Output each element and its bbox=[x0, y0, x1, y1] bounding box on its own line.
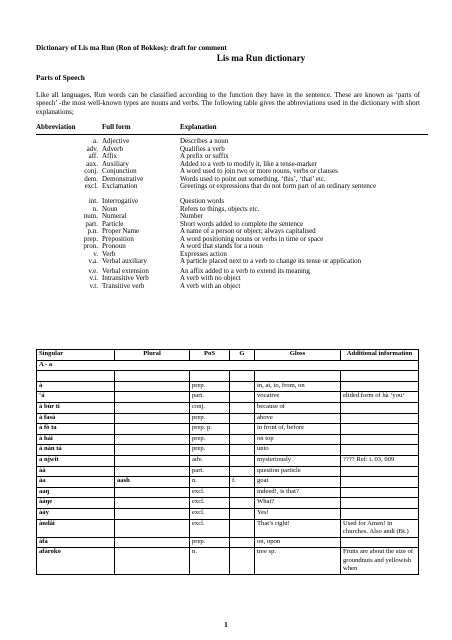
info-cell bbox=[341, 466, 419, 477]
header-explanation: Explanation bbox=[180, 123, 217, 131]
gender-cell bbox=[230, 455, 255, 466]
abbreviation-cell: dem. bbox=[84, 174, 98, 183]
gender-cell bbox=[230, 413, 255, 424]
header-plural: Plural bbox=[115, 350, 190, 361]
table-row bbox=[37, 402, 419, 413]
abbreviation-cell: p.n. bbox=[87, 227, 98, 235]
info-cell: elided form of hà ‘you’ bbox=[341, 392, 419, 403]
full-form-cell: Pronoun bbox=[102, 242, 126, 250]
plural-cell bbox=[115, 548, 190, 575]
abbreviation-cell: aux. bbox=[86, 159, 98, 168]
abbreviation-cell: aff. bbox=[88, 152, 98, 160]
pos-cell: part. bbox=[190, 466, 230, 477]
gender-cell bbox=[230, 487, 255, 498]
abbreviation-rows bbox=[36, 138, 428, 290]
gloss-cell: because of bbox=[255, 402, 341, 413]
pos-cell: conj. bbox=[190, 402, 230, 413]
header-pos: PoS bbox=[190, 350, 230, 361]
abbreviation-cell: int. bbox=[88, 197, 98, 205]
pos-cell: adv. bbox=[190, 455, 230, 466]
full-form-cell: Interrogative bbox=[102, 197, 139, 205]
abbreviation-cell: v. bbox=[93, 249, 98, 258]
gender-cell bbox=[230, 402, 255, 413]
gloss-cell: What? bbox=[255, 498, 341, 509]
info-cell bbox=[341, 477, 419, 488]
table-row bbox=[37, 424, 419, 435]
page-number: 1 bbox=[224, 620, 228, 629]
singular-cell: á fasà bbox=[37, 413, 115, 424]
gloss-cell bbox=[255, 371, 341, 382]
explanation-cell: Describes a noun bbox=[180, 137, 229, 145]
header-gloss: Gloss bbox=[255, 350, 341, 361]
explanation-cell: Short words added to complete the sentence bbox=[180, 219, 304, 228]
table-row bbox=[37, 445, 419, 456]
full-form-cell: Demonstrative bbox=[102, 174, 144, 183]
plural-cell bbox=[115, 371, 190, 382]
pos-cell: prep. bbox=[190, 445, 230, 456]
gender-cell bbox=[230, 371, 255, 382]
header-additional-info: Additional information bbox=[341, 350, 419, 361]
abbreviation-cell: conj. bbox=[84, 167, 98, 175]
table-row bbox=[37, 381, 419, 392]
abbreviation-cell: v.e. bbox=[88, 266, 98, 275]
pos-cell: excl. bbox=[190, 498, 230, 509]
explanation-cell: A verb with an object bbox=[180, 281, 241, 290]
header-gender: G bbox=[230, 350, 255, 361]
explanation-cell: A particle placed next to a verb to change its tense or application bbox=[180, 257, 362, 265]
full-form-cell: Verbal extension bbox=[102, 266, 149, 275]
pos-cell: part. bbox=[190, 392, 230, 403]
table-row bbox=[37, 455, 419, 466]
info-cell bbox=[341, 537, 419, 548]
gender-cell bbox=[230, 519, 255, 537]
plural-cell bbox=[115, 434, 190, 445]
info-cell bbox=[341, 402, 419, 413]
section-heading: Parts of Speech bbox=[36, 73, 85, 82]
gloss-cell: unto bbox=[255, 445, 341, 456]
abbreviation-cell: pron. bbox=[83, 242, 98, 250]
gender-cell bbox=[230, 466, 255, 477]
dictionary-header-row bbox=[37, 350, 419, 361]
abbreviation-cell: v.t. bbox=[89, 281, 98, 290]
gender-cell: f. bbox=[230, 477, 255, 488]
pos-cell: prep. bbox=[190, 434, 230, 445]
abbreviation-row bbox=[36, 283, 428, 291]
explanation-cell: Qualifies a verb bbox=[180, 144, 225, 153]
full-form-cell: Noun bbox=[102, 204, 118, 213]
plural-cell bbox=[115, 392, 190, 403]
abbreviation-cell: v.a. bbox=[88, 257, 98, 265]
abbreviation-cell: adv. bbox=[86, 144, 98, 153]
full-form-cell: Conjunction bbox=[102, 167, 137, 175]
abbreviation-row bbox=[36, 183, 428, 191]
running-title: Dictionary of Lis ma Run (Ron of Bokkos): draft for comment bbox=[36, 44, 227, 52]
gloss-cell: goat bbox=[255, 477, 341, 488]
full-form-cell: Transitive verb bbox=[102, 281, 145, 290]
info-cell bbox=[341, 498, 419, 509]
gloss-cell: Yes! bbox=[255, 508, 341, 519]
plural-cell bbox=[115, 487, 190, 498]
explanation-cell: Expresses action bbox=[180, 249, 227, 258]
full-form-cell: Exclamation bbox=[102, 182, 138, 190]
full-form-cell: Verbal auxiliary bbox=[102, 257, 147, 265]
plural-cell bbox=[115, 537, 190, 548]
singular-cell bbox=[37, 371, 115, 382]
full-form-cell: Intransitive Verb bbox=[102, 274, 149, 282]
plural-cell bbox=[115, 413, 190, 424]
gender-cell bbox=[230, 548, 255, 575]
table-row bbox=[37, 434, 419, 445]
plural-cell bbox=[115, 466, 190, 477]
singular-cell: á bùr tí bbox=[37, 402, 115, 413]
full-form-cell: Proper Name bbox=[102, 227, 140, 235]
full-form-cell: Verb bbox=[102, 249, 116, 258]
gender-cell bbox=[230, 445, 255, 456]
singular-cell: á fò ta bbox=[37, 424, 115, 435]
gloss-cell: on, upon bbox=[255, 537, 341, 548]
singular-cell: a njwít bbox=[37, 455, 115, 466]
pos-cell: prep. p. bbox=[190, 424, 230, 435]
gloss-cell: That’s right! bbox=[255, 519, 341, 537]
info-cell bbox=[341, 445, 419, 456]
plural-cell bbox=[115, 498, 190, 509]
info-cell bbox=[341, 487, 419, 498]
explanation-cell: Question words bbox=[180, 197, 225, 205]
explanation-cell: A prefix or suffix bbox=[180, 152, 229, 160]
plural-cell bbox=[115, 381, 190, 392]
explanation-cell: A word positioning nouns or verbs in time or space bbox=[180, 234, 324, 243]
info-cell: Fruits are about the size of groundnuts and yellowish when bbox=[341, 548, 419, 575]
info-cell bbox=[341, 413, 419, 424]
abbreviation-cell: v.i. bbox=[89, 274, 98, 282]
info-cell bbox=[341, 381, 419, 392]
header-abbreviation: Abbreviation bbox=[36, 123, 76, 131]
info-cell bbox=[341, 508, 419, 519]
plural-cell bbox=[115, 508, 190, 519]
explanation-cell: A verb with no object bbox=[180, 274, 241, 282]
gender-cell bbox=[230, 434, 255, 445]
abbreviation-table bbox=[36, 122, 428, 290]
singular-cell: áfá bbox=[37, 537, 115, 548]
singular-cell: àa bbox=[37, 477, 115, 488]
gloss-cell: question particle bbox=[255, 466, 341, 477]
singular-cell: á hái bbox=[37, 434, 115, 445]
page-title: Lis ma Run dictionary bbox=[216, 53, 306, 63]
gloss-cell: tree sp. bbox=[255, 548, 341, 575]
abbreviation-row bbox=[36, 258, 428, 266]
pos-cell: prep. bbox=[190, 413, 230, 424]
info-cell bbox=[341, 434, 419, 445]
intro-paragraph: Like all languages, Run words can be classified according to the function they have in the sentence. These are known as ‘parts of speech’ -the most well-known types are nouns and verbs. The following table gives the abbreviations used in the dictionary with short explanations; bbox=[36, 91, 420, 116]
info-cell bbox=[341, 424, 419, 435]
explanation-cell: Refers to things, objects etc. bbox=[180, 204, 260, 213]
abbreviation-cell: n. bbox=[92, 204, 98, 213]
gloss-cell: in, at, to, from, on bbox=[255, 381, 341, 392]
full-form-cell: Affix bbox=[102, 152, 118, 160]
full-form-cell: Auxiliary bbox=[102, 159, 129, 168]
singular-cell: àà bbox=[37, 466, 115, 477]
abbreviation-table-header bbox=[36, 122, 428, 135]
gloss-cell: mysteriously bbox=[255, 455, 341, 466]
explanation-cell: A name of a person or object; always capitalised bbox=[180, 227, 316, 235]
singular-cell: ààŋe bbox=[37, 498, 115, 509]
abbreviation-cell: prep. bbox=[83, 234, 98, 243]
singular-cell: aaŋ bbox=[37, 487, 115, 498]
explanation-cell: A word that stands for a noun bbox=[180, 242, 263, 250]
plural-cell bbox=[115, 519, 190, 537]
table-row bbox=[37, 537, 419, 548]
gender-cell bbox=[230, 508, 255, 519]
header-full-form: Full form bbox=[102, 123, 131, 131]
section-label: A - a bbox=[37, 360, 419, 371]
gloss-cell: above bbox=[255, 413, 341, 424]
abbreviation-cell: part. bbox=[85, 219, 98, 228]
table-row bbox=[37, 477, 419, 488]
pos-cell bbox=[190, 371, 230, 382]
gloss-cell: on top bbox=[255, 434, 341, 445]
explanation-cell: Number bbox=[180, 212, 203, 220]
gloss-cell: in front of, before bbox=[255, 424, 341, 435]
full-form-cell: Adjective bbox=[102, 137, 130, 145]
singular-cell: afàroko bbox=[37, 548, 115, 575]
gender-cell bbox=[230, 498, 255, 509]
plural-cell bbox=[115, 455, 190, 466]
pos-cell: n. bbox=[190, 477, 230, 488]
dictionary-rows bbox=[37, 371, 419, 575]
plural-cell: aash bbox=[115, 477, 190, 488]
plural-cell bbox=[115, 445, 190, 456]
pos-cell: n. bbox=[190, 548, 230, 575]
gender-cell bbox=[230, 381, 255, 392]
singular-cell: àndâi bbox=[37, 519, 115, 537]
full-form-cell: Particle bbox=[102, 219, 124, 228]
plural-cell bbox=[115, 424, 190, 435]
table-row bbox=[37, 371, 419, 382]
table-row bbox=[37, 519, 419, 537]
info-cell: ???? Ref: t. 03, 009 bbox=[341, 455, 419, 466]
explanation-cell: An affix added to a verb to extend its meaning bbox=[180, 266, 310, 275]
abbreviation-cell: a. bbox=[93, 137, 98, 145]
explanation-cell: A word used to join two or more nouns, verbs or clauses bbox=[180, 167, 338, 175]
singular-cell: àày bbox=[37, 508, 115, 519]
singular-cell: ‘á bbox=[37, 392, 115, 403]
abbreviation-cell: excl. bbox=[84, 182, 98, 190]
table-row bbox=[37, 392, 419, 403]
gloss-cell: indeed!, is that? bbox=[255, 487, 341, 498]
full-form-cell: Preposition bbox=[102, 234, 134, 243]
pos-cell: prep. bbox=[190, 381, 230, 392]
table-row bbox=[37, 548, 419, 575]
abbreviation-cell: num. bbox=[83, 212, 98, 220]
full-form-cell: Numeral bbox=[102, 212, 127, 220]
info-cell bbox=[341, 371, 419, 382]
gender-cell bbox=[230, 392, 255, 403]
dictionary-table bbox=[36, 349, 419, 575]
info-cell: Used for Amen! in churches. Also andi (Bt.) bbox=[341, 519, 419, 537]
singular-cell: à bbox=[37, 381, 115, 392]
pos-cell: prep. bbox=[190, 537, 230, 548]
table-row bbox=[37, 508, 419, 519]
table-row bbox=[37, 413, 419, 424]
full-form-cell: Adverb bbox=[102, 144, 123, 153]
explanation-cell: Greetings or expressions that do not form part of an ordinary sentence bbox=[180, 182, 377, 190]
table-row bbox=[37, 466, 419, 477]
table-row bbox=[37, 498, 419, 509]
gloss-cell: vocative bbox=[255, 392, 341, 403]
gender-cell bbox=[230, 537, 255, 548]
pos-cell: excl. bbox=[190, 508, 230, 519]
singular-cell: á nàn tá bbox=[37, 445, 115, 456]
explanation-cell: Added to a verb to modify it, like a tense-marker bbox=[180, 159, 317, 168]
section-label-row bbox=[37, 360, 419, 371]
gender-cell bbox=[230, 424, 255, 435]
explanation-cell: Words used to point out something. ‘this’, ‘that’ etc. bbox=[180, 174, 326, 183]
header-singular: Singular bbox=[37, 350, 115, 361]
pos-cell: excl. bbox=[190, 487, 230, 498]
table-row bbox=[37, 487, 419, 498]
pos-cell: excl. bbox=[190, 519, 230, 537]
plural-cell bbox=[115, 402, 190, 413]
